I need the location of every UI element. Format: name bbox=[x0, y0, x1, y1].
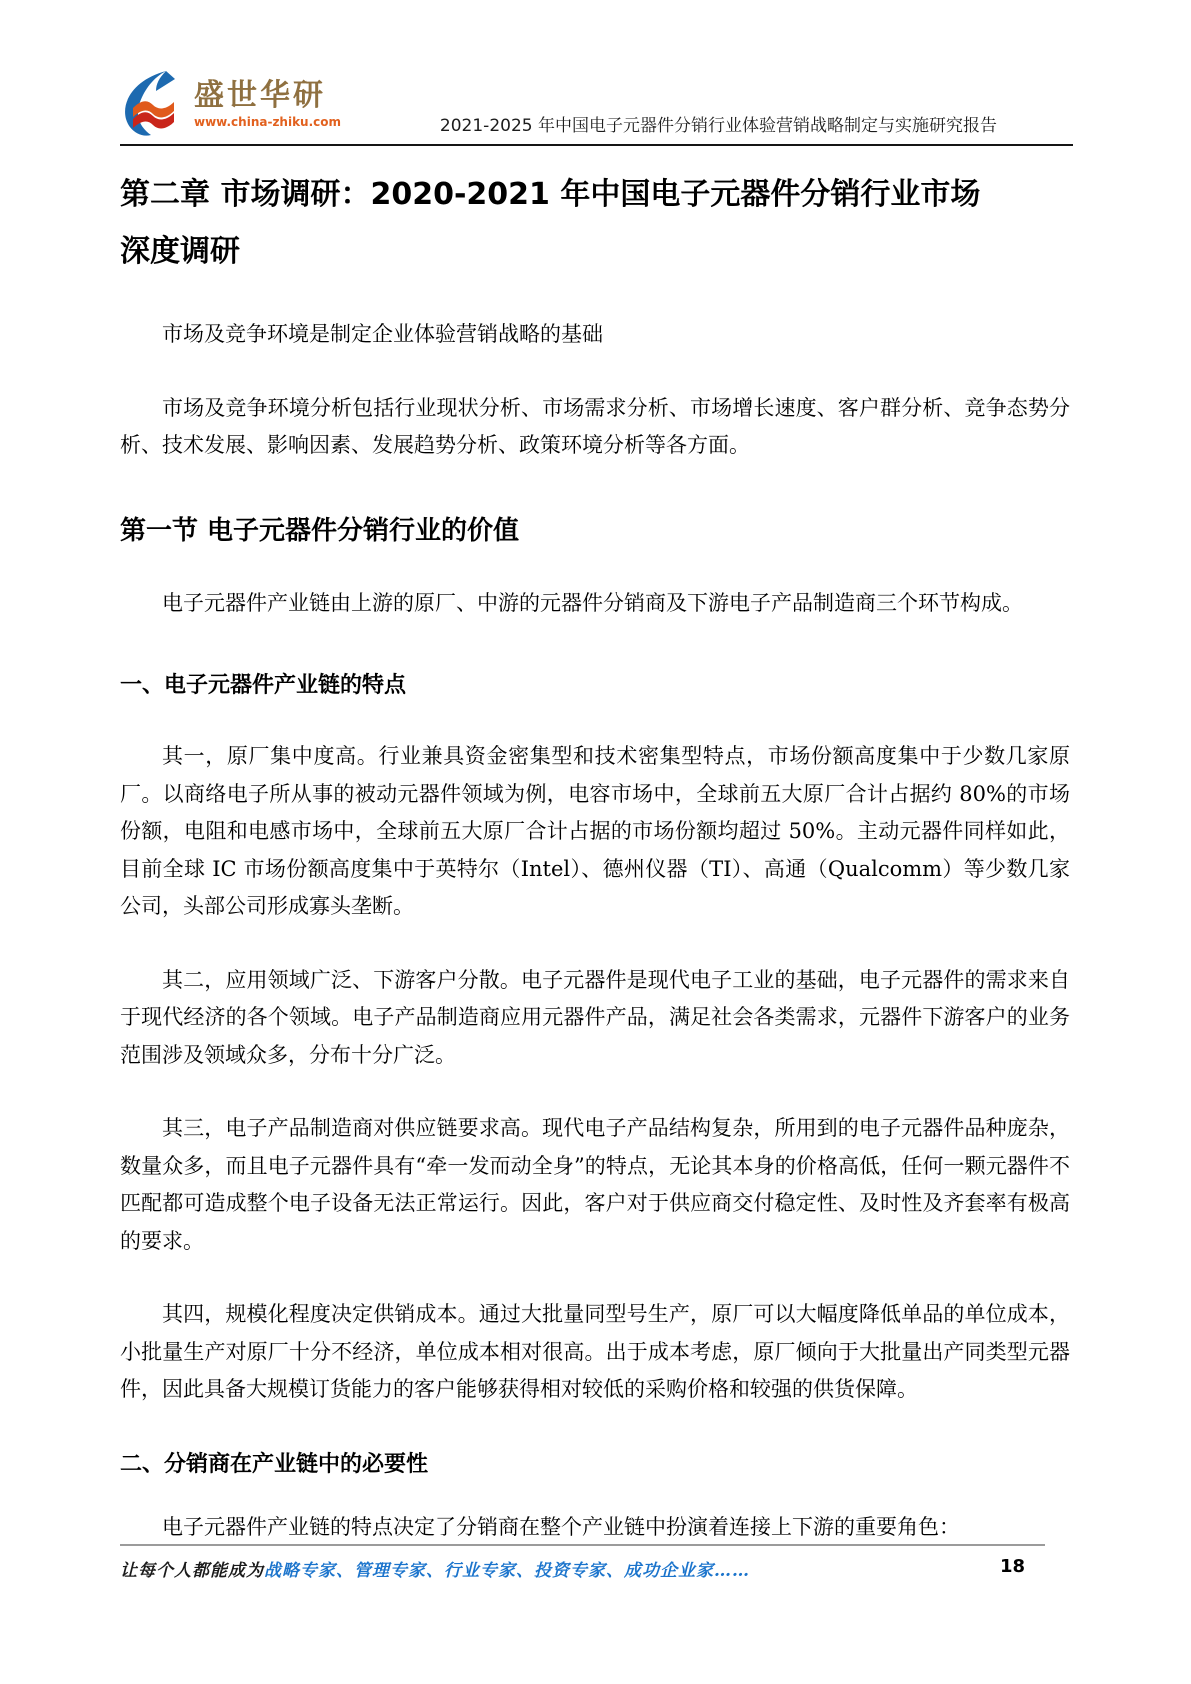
chapter-title-line2: 深度调研 bbox=[120, 234, 240, 269]
section1-title: 第一节 电子元器件分销行业的价值 bbox=[120, 515, 520, 546]
footer-motto bbox=[120, 1556, 750, 1581]
footer-motto-highlight: 战略专家、管理专家、行业专家、投资专家、成功企业家…… bbox=[264, 1561, 750, 1581]
section1-paragraph-1: 电子元器件产业链由上游的原厂、中游的元器件分销商及下游电子产品制造商三个环节构成。 bbox=[162, 590, 1023, 615]
report-title: 2021-2025 年中国电子元器件分销行业体验营销战略制定与实施研究报告 bbox=[439, 116, 997, 136]
page-number: 18 bbox=[999, 1556, 1025, 1577]
subsection2-title: 二、分销商在产业链中的必要性 bbox=[120, 1451, 429, 1477]
subsection1-paragraph-4: 其四，规模化程度决定供销成本。通过大批量同型号生产，原厂可以大幅度降低单品的单位成本，小批量生产对原厂十分不经济，单位成本相对很高。出于成本考虑，原厂倾向于大批量出产同类型元器件，因此具备大规模订货能力的客户能够获得相对较低的采购价格和较强的供货保障。 bbox=[120, 1302, 1070, 1401]
logo-book-swoosh-icon bbox=[120, 70, 184, 138]
subsection1-paragraph-1: 其一，原厂集中度高。行业兼具资金密集型和技术密集型特点，市场份额高度集中于少数几家原厂。以商络电子所从事的被动元器件领域为例，电容市场中，全球前五大原厂合计占据约 80%的市场份额，电阻和电感市场中，全球前五大原厂合计占据的市场份额均超过 50%。主动元器件同样如此，目前全球 IC 市场份额高度集中于英特尔（Intel）、德州仪器（TI）、高通（Qualcomm）等少数几家公司，头部公司形成寡头垄断。 bbox=[120, 744, 1070, 918]
chapter-title-line1: 第二章 市场调研：2020-2021 年中国电子元器件分销行业市场 bbox=[120, 177, 981, 212]
company-logo bbox=[120, 70, 341, 138]
page-footer bbox=[120, 1544, 1045, 1581]
subsection1-paragraph-2: 其二，应用领域广泛、下游客户分散。电子元器件是现代电子工业的基础，电子元器件的需求来自于现代经济的各个领域。电子产品制造商应用元器件产品，满足社会各类需求，元器件下游客户的业务范围涉及领域众多，分布十分广泛。 bbox=[120, 967, 1070, 1067]
intro-paragraph-1: 市场及竞争环境是制定企业体验营销战略的基础 bbox=[162, 322, 603, 346]
brand-name: 盛世华研 bbox=[194, 78, 326, 113]
subsection1-paragraph-3: 其三，电子产品制造商对供应链要求高。现代电子产品结构复杂，所用到的电子元器件品种庞杂，数量众多，而且电子元器件具有“牵一发而动全身”的特点，无论其本身的价格高低，任何一颗元器件不匹配都可造成整个电子设备无法正常运行。因此，客户对于供应商交付稳定性、及时性及齐套率有极高的要求。 bbox=[120, 1116, 1070, 1253]
footer-motto-prefix: 让每个人都能成为 bbox=[120, 1561, 264, 1581]
intro-paragraph-2: 市场及竞争环境分析包括行业现状分析、市场需求分析、市场增长速度、客户群分析、竞争态势分析、技术发展、影响因素、发展趋势分析、政策环境分析等各方面。 bbox=[120, 395, 1070, 457]
brand-text bbox=[194, 79, 341, 129]
subsection1-title: 一、电子元器件产业链的特点 bbox=[120, 673, 407, 698]
chapter-title bbox=[120, 166, 1070, 280]
document-body bbox=[120, 166, 1070, 1546]
subsection2-paragraph-1: 电子元器件产业链的特点决定了分销商在整个产业链中扮演着连接上下游的重要角色： bbox=[162, 1514, 960, 1539]
page-header bbox=[120, 0, 1073, 146]
brand-url: www.china-zhiku.com bbox=[194, 115, 342, 129]
